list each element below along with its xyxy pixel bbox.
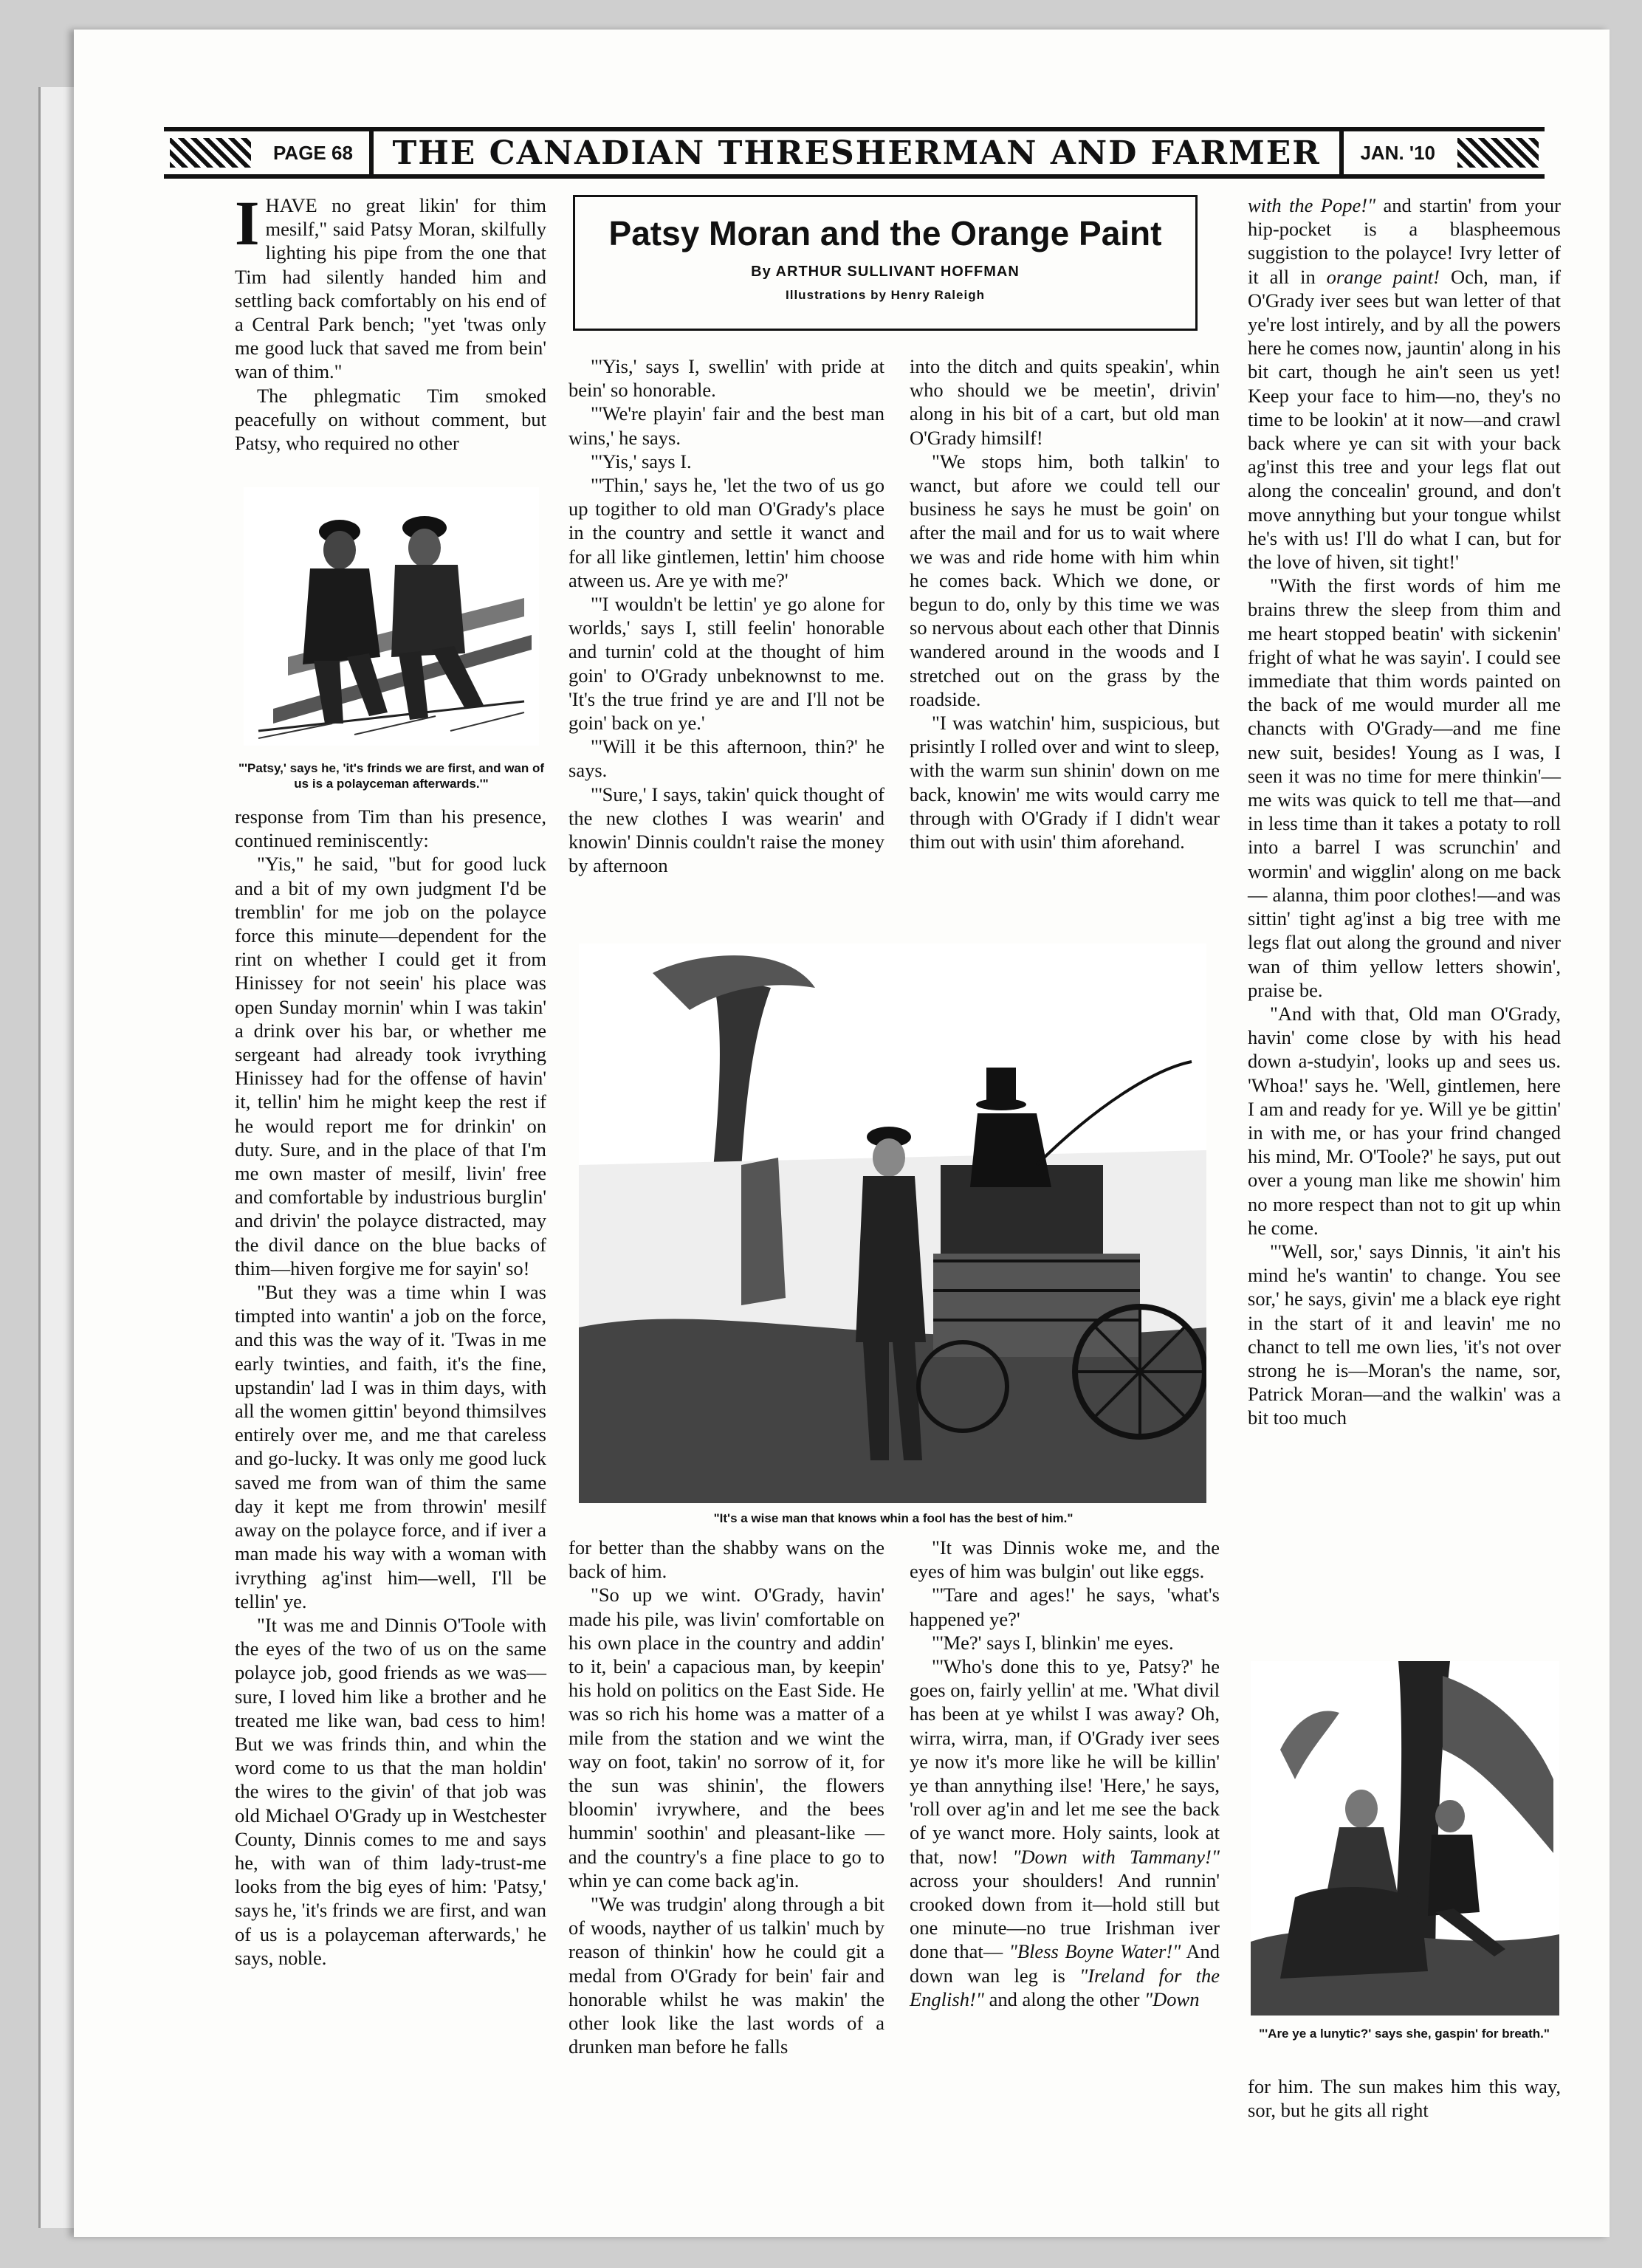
paragraph: for him. The sun makes him this way, sor, but he gits all right	[1248, 2075, 1561, 2122]
paragraph: "With the first words of him me brains threw the sleep from thim and me heart stopped beatin' with sickenin' fright of what he was sayin'. I could see immediate that thim words painted on the back of me would murder all me chancts with O'Grady—and me fine new suit, besides! Young as I was, I seen it was no time for mere thinkin'—me wits was quick to tell me that—and in less time than it takes a potaty to roll into a barrel I was scrunchin' and wormin' and wigglin' along on me back — alanna, thim poor clothes!—and was sittin' tight ag'inst a big tree with me legs flat out along the ground and niver wan of thim yellow letters showin', praise be.	[1248, 574, 1561, 1001]
paragraph: "'Me?' says I, blinkin' me eyes.	[932, 1631, 1174, 1654]
column-3-top	[910, 354, 1220, 853]
paragraph: "'Yis,' says I, swellin' with pride at bein' so honorable.	[568, 355, 884, 402]
two-men-on-bench-image	[244, 487, 539, 746]
paragraph: "And with that, Old man O'Grady, havin' come close by with his head down a-studyin', looks up and sees us. 'Whoa!' says he. 'Well, gintlemen, here I am and ready for ye. Will ye be gittin' in with me, or has your frind changed his mind, Mr. O'Toole?' he says, put out over a young man like me showin' him no more respect than not to git up whin he come.	[1248, 1002, 1561, 1239]
carriage-caption: "It's a wise man that knows whin a fool has the best of him."	[713, 1511, 1074, 1525]
paragraph: "I was watchin' him, suspicious, but prisintly I rolled over and wint to sleep, with the warm sun shinin' down on me back, knowin' me wits would carry me through with O'Grady if I didn't wear thim out with usin' thim aforehand.	[910, 712, 1220, 853]
paragraph: "'I wouldn't be lettin' ye go alone for worlds,' says I, still feelin' honorable and turnin' cold at the thought of him goin' to O'Grady unbeknownst to me. 'It's the true frind ye are and I'll not be goin' back on ye.'	[568, 593, 884, 735]
paragraph: "It was me and Dinnis O'Toole with the eyes of the two of us on the same polayce job, good friends as we was—sure, I loved him like a brother and he treated me like wan, bad cess to him! But we was frinds thin, and whin the word come to us that the man holdin' the wires to the givin' of that job was old Michael O'Grady up in Westchester County, Dinnis comes to me and says he, with wan of thim lady-trust-me looks from the big eyes of him: 'Patsy,' says he, 'it's frinds we are first, and wan of us is a polayceman afterwards,' he says, noble.	[235, 1613, 546, 1969]
lunatic-caption: "'Are ye a lunytic?' says she, gaspin' for breath."	[1259, 2027, 1550, 2041]
magazine-title: THE CANADIAN THRESHERMAN AND FARMER	[392, 134, 1321, 172]
drop-cap: I	[235, 188, 260, 258]
thresher-ornament-icon	[1457, 138, 1539, 168]
column-2-top	[568, 354, 884, 877]
page-header-banner	[164, 127, 1545, 179]
paragraph: "We was trudgin' along through a bit of woods, nayther of us talkin' much by reason of thinkin' how he could git a medal from O'Grady for bein' fair and honorable whilst he was makin' the other look like the last words of a drunken man before he falls	[568, 1893, 884, 2058]
paragraph: "'Sure,' I says, takin' quick thought of the new clothes I was wearin' and knowin' Dinnis couldn't raise the money by afternoon	[568, 783, 884, 877]
issue-date: JAN. '10	[1339, 131, 1452, 174]
paragraph: "'Tare and ages!' he says, 'what's happened ye?'	[910, 1584, 1220, 1630]
column-4-bottom	[1248, 2075, 1561, 2122]
article-title: Patsy Moran and the Orange Paint	[608, 214, 1162, 252]
paragraph: response from Tim than his presence, continued reminiscently:	[235, 805, 546, 852]
column-4-top	[1248, 193, 1561, 1430]
thresher-ornament-icon	[170, 138, 251, 168]
illustrator-credit: Illustrations by Henry Raleigh	[786, 288, 985, 302]
paragraph: The phlegmatic Tim smoked peacefully on without comment, but Patsy, who required no other	[235, 384, 546, 455]
column-1-bottom	[235, 805, 546, 1970]
paragraph: "Yis," he said, "but for good luck and a bit of my own judgment I'd be tremblin' for me job on the polayce force this minute—dependent for the rint on whether I could get it from Hinissey for not seein' his place was open Sunday mornin' whin I was takin' a drink over his bar, or whether me sergeant had already took ivrything Hinissey had for the offense of havin' it, tellin' him he might keep the rest if he would report me for drinkin' on duty. Sure, and in the place of that I'm me own master of mesilf, livin' free and comfortable by industrious burglin' and drivin' the polayce distracted, may the divil dance on the blue backs of thim—hiven forgive me for sayin' so!	[235, 853, 546, 1279]
paragraph: "'Well, sor,' says Dinnis, 'it ain't his mind he's wantin' to change. You see sor,' he says, givin' me a black eye right in the start of it and leavin' me no chanct to tell me own lies, 'it's not over strong he is—Moran's the name, sor, Patrick Moran—and the walkin' was a bit too much	[1248, 1240, 1561, 1429]
paragraph: "It was Dinnis woke me, and the eyes of him was bulgin' out like eggs.	[910, 1536, 1220, 1583]
article-byline: By ARTHUR SULLIVANT HOFFMAN	[751, 264, 1020, 280]
opening-paragraph: IHAVE no great likin' for thim mesilf," said Patsy Moran, skilfully lighting his pipe from the one that Tim had silently handed him and settling back comfortably on his end of a Central Park bench; "yet 'twas only me good luck that saved me from bein' wan of thim."	[235, 188, 546, 383]
men-meeting-cart-image	[579, 944, 1206, 1503]
paragraph: "But they was a time whin I was timpted into wantin' a job on the force, and this was the way of it. 'Twas in me early twinties, and faith, it's the fine, upstandin' lad I was in thim days, with all the women gittin' beyond thimsilves entirely over me, and me that careless and go-lucky. It was only me good luck saved me from wan of thim the same day it kept me from throwin' mesilf away on the polayce force, and if iver a man made his way with a woman with ivrything ag'inst him—well, I'll be tellin' ye.	[235, 1281, 546, 1612]
paragraph: "'We're playin' fair and the best man wins,' he says.	[568, 402, 884, 449]
paragraph: "'Thin,' says he, 'let the two of us go up togither to old man O'Grady's place in the country and settle it wanct and for all like gintlemen, lettin' him choose atween us. Are ye with me?'	[568, 474, 884, 591]
woman-and-man-by-tree-image	[1251, 1661, 1559, 2016]
paragraph: with the Pope!" and startin' from your hip-pocket is a blaspheemous suggistion to the polayce! Ivry letter of it all in orange paint! Och, man, if O'Grady iver sees but wan letter of that ye're lost intirely, and by all the powers here he comes now, jauntin' along in his bit cart, though he ain't seen us yet! Keep your face to him—no, they's no time to be lookin' at it now—and crawl back where ye can sit with your back ag'inst this tree and your legs flat out along the concealin' ground, and don't move annything but your tongue whilst he's with us! I'll do what I can, but for the love of hiven, sit tight!'	[1248, 194, 1562, 574]
bench-caption: "'Patsy,' says he, 'it's frinds we are first, and wan of us is a polayceman afterwards.'"	[238, 761, 545, 791]
paragraph: "We stops him, both talkin' to wanct, but afore we could tell our business he says he must be goin' on after the mail and for us to wait where we was and ride home with him whin he comes back. Which we done, or begun to do, only by this time we was so nervous about each other that Dinnis wandered around in the woods and I stretched out on the grass by the roadside.	[910, 450, 1220, 710]
page-number: PAGE 68	[257, 131, 374, 174]
carriage-illustration	[579, 944, 1206, 1503]
article-title-box	[573, 195, 1198, 331]
paragraph: for better than the shabby wans on the back of him.	[568, 1536, 884, 1583]
column-1-top	[235, 188, 546, 455]
bench-illustration	[244, 487, 539, 746]
paragraph: into the ditch and quits speakin', whin who should we be meetin', drivin' along in his bit of a cart, but old man O'Grady himsilf!	[910, 355, 1220, 449]
paragraph: "'Yis,' says I.	[591, 450, 692, 472]
paragraph: "'Who's done this to ye, Patsy?' he goes on, fairly yellin' at me. 'What divil has been at ye whilst I was away? Oh, wirra, wirra, man, if O'Grady iver sees ye now it's more like he will be killin' ye than annything ilse! 'Here,' he says, 'roll over ag'in and let me see the back of ye wanct more. Holy saints, look at that, now! "Down with Tammany!" across your shoulders! And runnin' crooked down from it—hold still but one minute—no true Irishman iver done that— "Bless Boyne Water!" And down wan leg is "Ireland for the English!" and along the other "Down	[910, 1655, 1220, 2010]
paragraph: "'Will it be this afternoon, thin?' he says.	[568, 735, 884, 782]
column-2-bottom	[568, 1536, 884, 2058]
paragraph: "So up we wint. O'Grady, havin' made his pile, was livin' comfortable on his own place in the country and addin' to it, bein' a capacious man, by keepin' his hold on politics on the East Side. He was so rich his home was a matter of a mile from the station and we wint the way on foot, takin' no sorrow of it, for the sun was shinin', the flowers bloomin' ivrywhere, and the bees hummin' soothin' and pleasant-like — and the country's a fine place to go to whin ye can come back ag'in.	[568, 1584, 884, 1891]
lunatic-illustration	[1251, 1661, 1559, 2016]
column-3-bottom	[910, 1536, 1220, 2011]
